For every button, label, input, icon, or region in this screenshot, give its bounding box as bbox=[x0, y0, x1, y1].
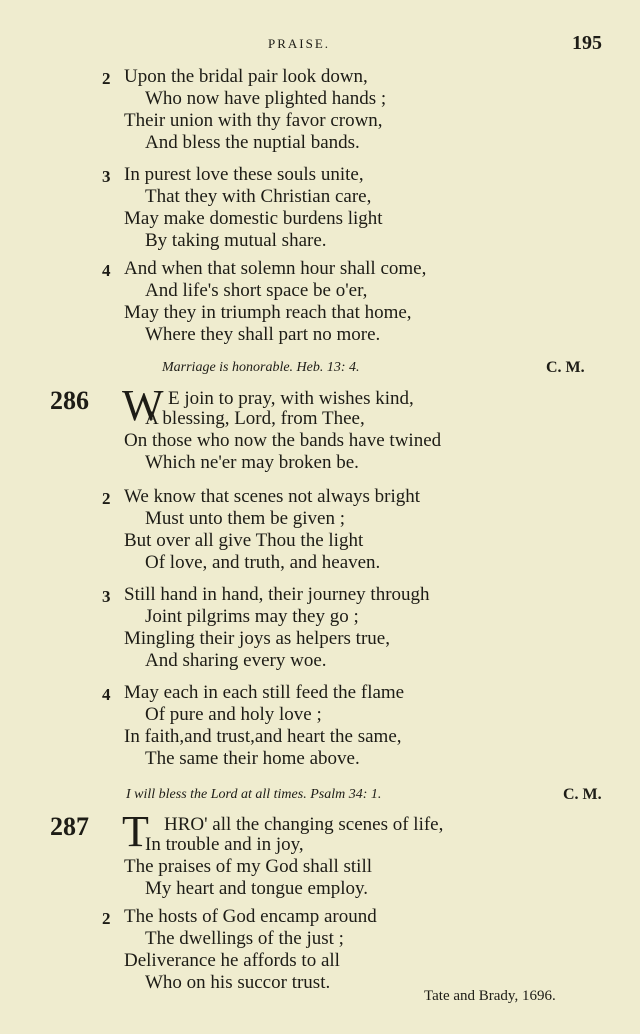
verse-line: Where they shall part no more. bbox=[145, 324, 381, 345]
verse-line: Who on his succor trust. bbox=[145, 972, 331, 993]
verse-line: We know that scenes not always bright bbox=[124, 486, 421, 507]
verse-line: Still hand in hand, their journey through bbox=[124, 584, 430, 605]
verse-line: The same their home above. bbox=[145, 748, 360, 769]
stanza-number: 2 bbox=[102, 489, 111, 508]
verse-line: A blessing, Lord, from Thee, bbox=[145, 408, 365, 429]
verse-line: By taking mutual share. bbox=[145, 230, 327, 251]
verse-line: Of pure and holy love ; bbox=[145, 704, 322, 725]
hymn-286-heading bbox=[0, 358, 640, 378]
verse-line: But over all give Thou the light bbox=[124, 530, 364, 551]
verse-line: May each in each still feed the flame bbox=[124, 682, 405, 703]
verse-line: Must unto them be given ; bbox=[145, 508, 346, 529]
stanza-number: 4 bbox=[102, 261, 111, 280]
verse-line: May make domestic burdens light bbox=[124, 208, 383, 229]
verse-line: On those who now the bands have twined bbox=[124, 430, 442, 451]
verse-line: That they with Christian care, bbox=[145, 186, 372, 207]
verse-line: In purest love these souls unite, bbox=[124, 164, 364, 185]
drop-cap: W bbox=[122, 381, 164, 430]
scripture-reference: Marriage is honorable. Heb. 13: 4. bbox=[162, 360, 360, 375]
verse-line: Of love, and truth, and heaven. bbox=[145, 552, 381, 573]
verse-line: Upon the bridal pair look down, bbox=[124, 66, 368, 87]
verse-line: In faith,and trust,and heart the same, bbox=[124, 726, 402, 747]
verse-line: E join to pray, with wishes kind, bbox=[168, 388, 414, 409]
stanza-number: 2 bbox=[102, 909, 111, 928]
meter: C. M. bbox=[546, 359, 585, 376]
verse-line: Joint pilgrims may they go ; bbox=[145, 606, 359, 627]
verse-line: Their union with thy favor crown, bbox=[124, 110, 383, 131]
drop-cap: T bbox=[122, 807, 149, 856]
section-title: PRAISE. bbox=[268, 36, 331, 51]
scripture-reference: I will bless the Lord at all times. Psalm 34: 1. bbox=[126, 787, 382, 802]
stanza-number: 2 bbox=[102, 69, 111, 88]
verse-line: The praises of my God shall still bbox=[124, 856, 373, 877]
page-number: 195 bbox=[572, 32, 602, 54]
running-head bbox=[0, 34, 640, 56]
verse-line: Which ne'er may broken be. bbox=[145, 452, 359, 473]
verse-line: Mingling their joys as helpers true, bbox=[124, 628, 390, 649]
meter: C. M. bbox=[563, 786, 602, 803]
verse-line: And bless the nuptial bands. bbox=[145, 132, 360, 153]
stanza-number: 4 bbox=[102, 685, 111, 704]
verse-line: Who now have plighted hands ; bbox=[145, 88, 387, 109]
hymn-number: 286 bbox=[50, 386, 89, 415]
verse-line: May they in triumph reach that home, bbox=[124, 302, 412, 323]
verse-line: In trouble and in joy, bbox=[145, 834, 304, 855]
verse-line: The hosts of God encamp around bbox=[124, 906, 377, 927]
verse-line: Deliverance he affords to all bbox=[124, 950, 340, 971]
hymn-287-heading bbox=[0, 785, 640, 805]
attribution: Tate and Brady, 1696. bbox=[424, 988, 556, 1004]
verse-line: HRO' all the changing scenes of life, bbox=[164, 814, 444, 835]
stanza-number: 3 bbox=[102, 587, 111, 606]
verse-line: And sharing every woe. bbox=[145, 650, 327, 671]
verse-line: And when that solemn hour shall come, bbox=[124, 258, 427, 279]
stanza-number: 3 bbox=[102, 167, 111, 186]
verse-line: My heart and tongue employ. bbox=[145, 878, 369, 899]
hymn-number: 287 bbox=[50, 812, 89, 841]
verse-line: And life's short space be o'er, bbox=[145, 280, 368, 301]
verse-line: The dwellings of the just ; bbox=[145, 928, 344, 949]
